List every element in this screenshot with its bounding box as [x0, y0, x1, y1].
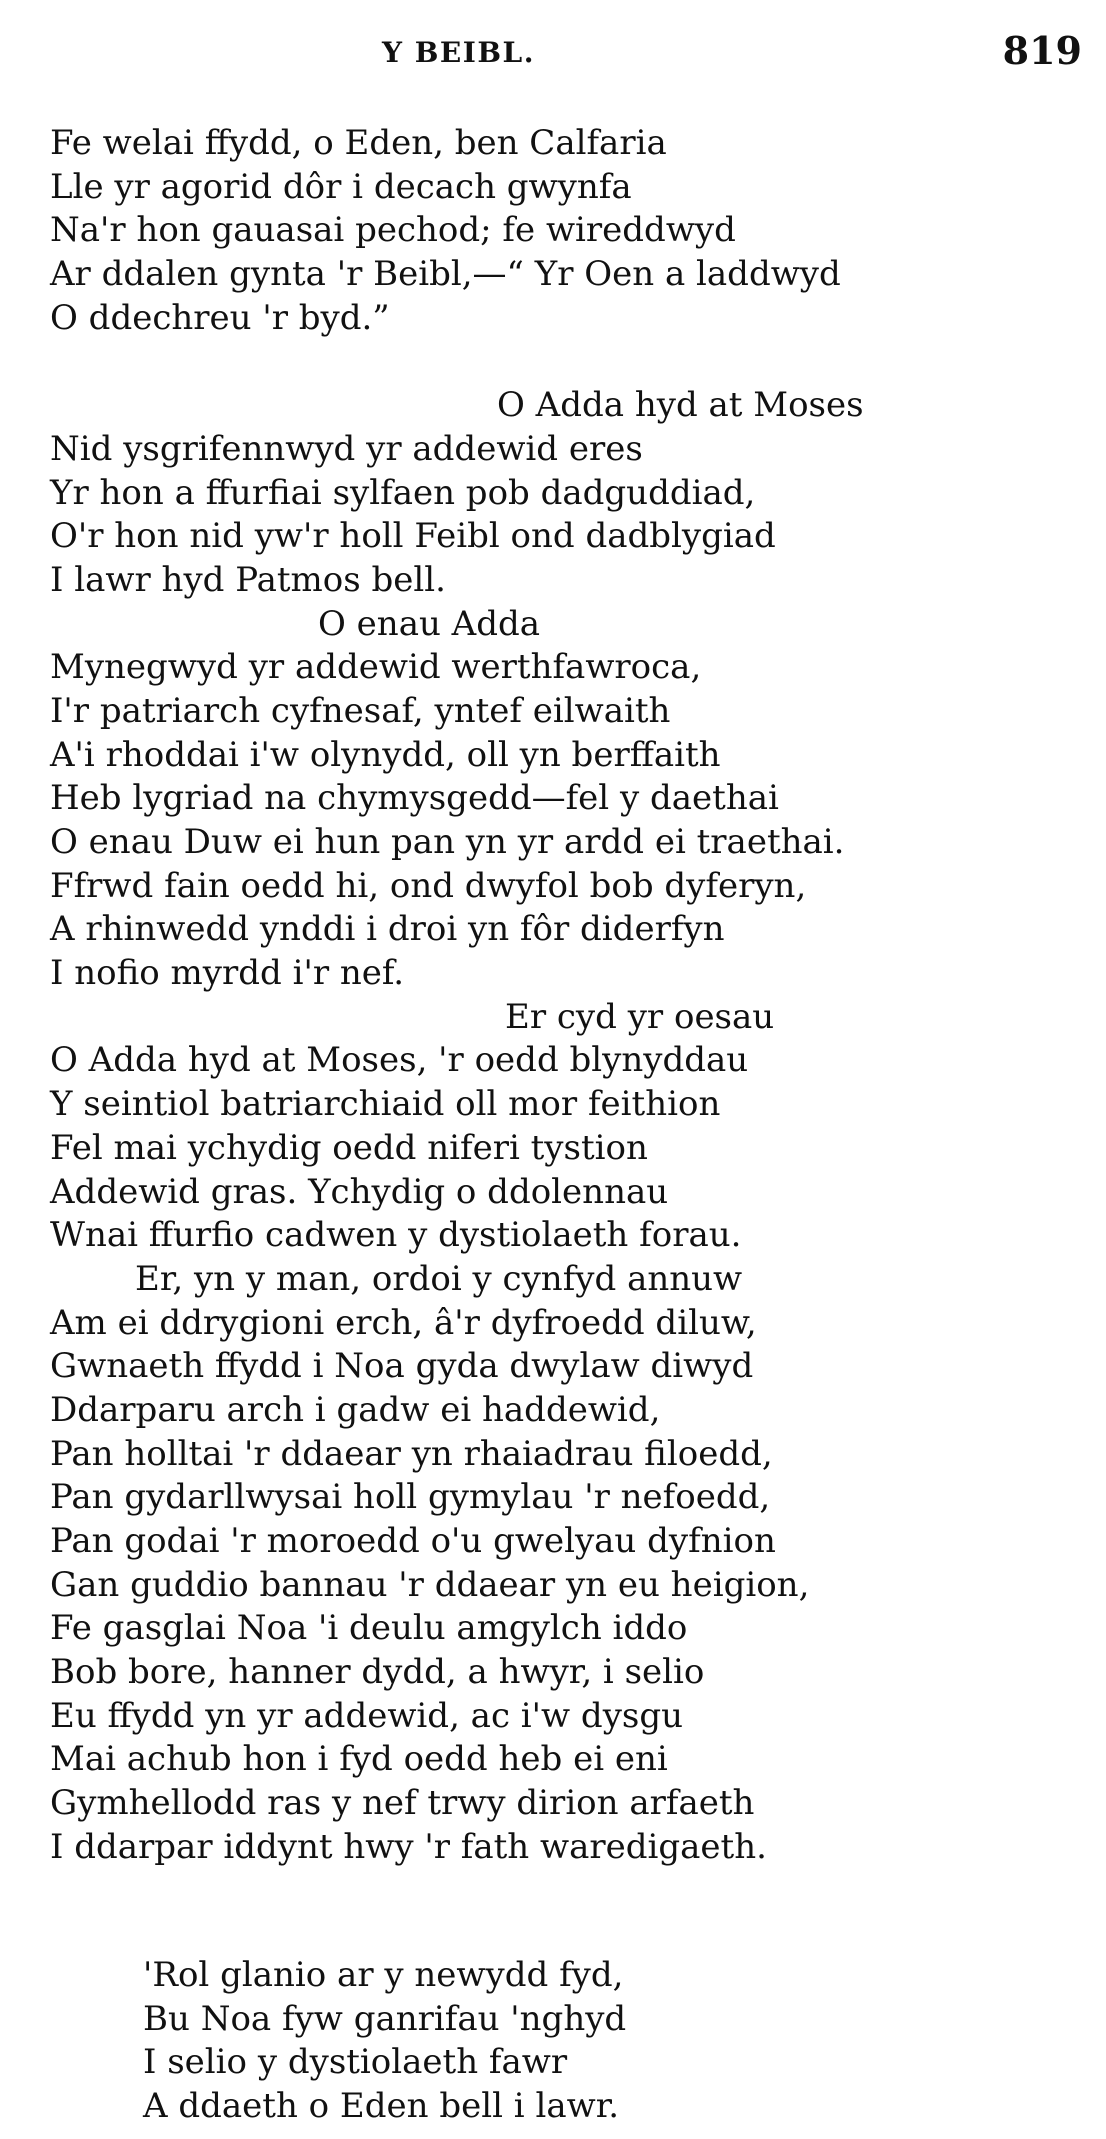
poem-line: I'r patriarch cyfnesaf, yntef eilwaith [50, 690, 671, 731]
poem-line: Fe gasglai Noa 'i deulu amgylch iddo [50, 1608, 688, 1649]
poem-line: Ddarparu arch i gadw ei haddewid, [50, 1389, 661, 1430]
poem-line: Er, yn y man, ordoi y cynfyd annuw [135, 1258, 743, 1299]
poem-line: O enau Adda [318, 603, 541, 644]
poem-line: Na'r hon gauasai pechod; fe wireddwyd [50, 210, 736, 251]
closing-verse [143, 1954, 1043, 2129]
stanza-gap [50, 340, 1090, 384]
poem-line: Fe welai ffydd, o Eden, ben Calfaria [50, 123, 667, 163]
poem-line: Ar ddalen gynta 'r Beibl,—“ Yr Oen a laddwyd [50, 254, 841, 295]
poem-line: Heb lygriad na chymysgedd—fel y daethai [50, 778, 779, 819]
poem-line: Er cyd yr oesau [505, 996, 775, 1037]
poem-line: Bob bore, hanner dydd, a hwyr, i selio [50, 1652, 705, 1693]
poem-line: Gwnaeth ffydd i Noa gyda dwylaw diwyd [50, 1346, 754, 1387]
poem-line: Nid ysgrifennwyd yr addewid eres [50, 428, 643, 469]
running-head: Y BEIBL. [382, 36, 535, 69]
poem-line: Pan gydarllwysai holl gymylau 'r nefoedd, [50, 1477, 771, 1518]
poem-line: Addewid gras. Ychydig o ddolennau [50, 1171, 669, 1212]
poem-line: Y seintiol batriarchiaid oll mor feithion [50, 1084, 721, 1125]
poem-line: Ffrwd fain oedd hi, ond dwyfol bob dyferyn, [50, 865, 807, 906]
poem-body [50, 122, 1090, 1870]
poem-line: I lawr hyd Patmos bell. [50, 559, 446, 600]
poem-line: O Adda hyd at Moses, 'r oedd blynyddau [50, 1040, 749, 1081]
poem-line: Am ei ddrygioni erch, â'r dyfroedd diluw, [50, 1302, 757, 1343]
poem-line: Eu ffydd yn yr addewid, ac i'w dysgu [50, 1695, 684, 1736]
verse-line: A ddaeth o Eden bell i lawr. [143, 2086, 620, 2127]
poem-line: Pan holltai 'r ddaear yn rhaiadrau filoedd, [50, 1433, 773, 1474]
poem-line: O enau Duw ei hun pan yn yr ardd ei traethai. [50, 822, 845, 862]
poem-line: O ddechreu 'r byd.” [50, 297, 390, 338]
poem-line: A rhinwedd ynddi i droi yn fôr diderfyn [50, 909, 725, 950]
poem-line: I ddarpar iddynt hwy 'r fath waredigaeth. [50, 1826, 767, 1867]
poem-line: O Adda hyd at Moses [497, 385, 864, 426]
poem-line: Mai achub hon i fyd oedd heb ei eni [50, 1739, 668, 1780]
poem-line: Gan guddio bannau 'r ddaear yn eu heigion, [50, 1564, 810, 1605]
poem-line: Wnai ffurfio cadwen y dystiolaeth forau. [50, 1215, 742, 1256]
poem-line: Fel mai ychydig oedd niferi tystion [50, 1127, 648, 1168]
poem-line: I nofio myrdd i'r nef. [50, 953, 405, 994]
page-header [0, 28, 1106, 78]
verse-line: Bu Noa fyw ganrifau 'nghyd [143, 1998, 627, 2039]
verse-line: I selio y dystiolaeth fawr [143, 2042, 568, 2083]
poem-line: Lle yr agorid dôr i decach gwynfa [50, 166, 632, 207]
poem-line: A'i rhoddai i'w olynydd, oll yn berffaith [50, 734, 721, 775]
page-number: 819 [1002, 28, 1082, 73]
poem-line: Mynegwyd yr addewid werthfawroca, [50, 647, 702, 688]
poem-line: Pan godai 'r moroedd o'u gwelyau dyfnion [50, 1521, 776, 1561]
verse-line: 'Rol glanio ar y newydd fyd, [143, 1955, 624, 1995]
poem-line: Gymhellodd ras y nef trwy dirion arfaeth [50, 1783, 755, 1824]
poem-line: Yr hon a ffurfiai sylfaen pob dadguddiad, [50, 472, 756, 513]
poem-line: O'r hon nid yw'r holl Feibl ond dadblygiad [50, 516, 776, 557]
